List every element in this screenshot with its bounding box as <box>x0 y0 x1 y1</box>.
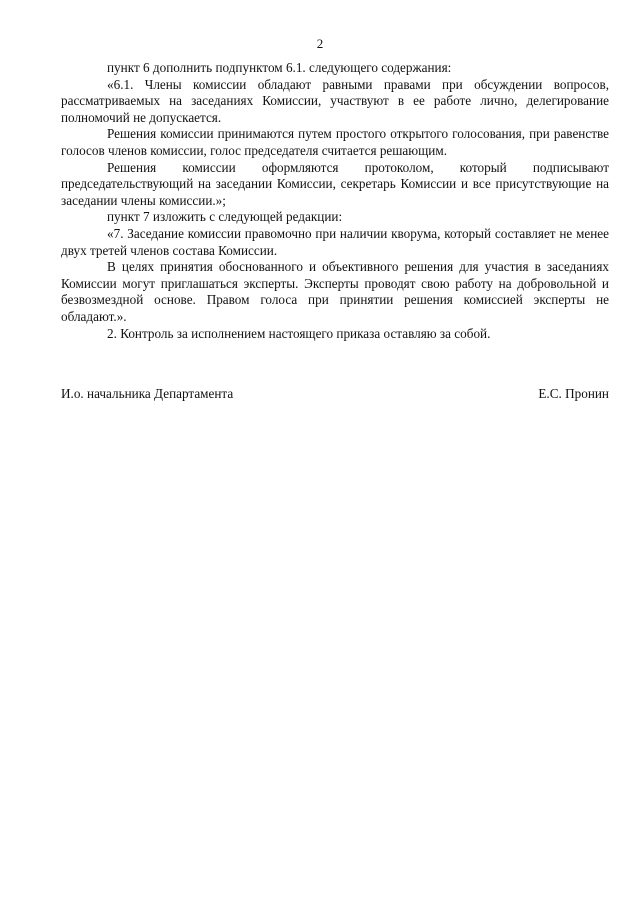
signatory-name: Е.С. Пронин <box>538 386 609 401</box>
paragraph-6-1-equal-rights: «6.1. Члены комиссии обладают равными правами при обсуждении вопросов, рассматриваемых на заседаниях Комиссии, участвуют в ее работе лично, делегирование полномочий не допускается. <box>61 76 609 125</box>
signatory-position: И.о. начальника Департамента <box>61 386 234 401</box>
page-number: 2 <box>316 36 324 51</box>
paragraph-voting-rules: Решения комиссии принимаются путем простого открытого голосования, при равенстве голосов членов комиссии, голос председателя считается решающим. <box>61 126 609 158</box>
paragraph-7-quorum: «7. Заседание комиссии правомочно при наличии кворума, который составляет не менее двух третей членов состава Комиссии. <box>61 225 609 258</box>
paragraph-amend-point-6: пункт 6 дополнить подпунктом 6.1. следующего содержания: <box>107 60 452 75</box>
signature-block <box>61 386 609 402</box>
paragraph-control: 2. Контроль за исполнением настоящего приказа оставляю за собой. <box>107 325 491 341</box>
paragraph-protocol: Решения комиссии оформляются протоколом, который подписывают председательствующий на заседании Комиссии, секретарь Комиссии и все присутствующие на заседании члены комиссии.»; <box>61 159 609 208</box>
document-body <box>61 60 609 342</box>
paragraph-amend-point-7: пункт 7 изложить с следующей редакции: <box>107 209 343 225</box>
paragraph-experts: В целях принятия обоснованного и объективного решения для участия в заседаниях Комиссии могут приглашаться эксперты. Эксперты проводят свою работу на добровольной и безвозмездной основе. Правом голоса при принятии решения комиссией эксперты не обладают.». <box>61 259 609 324</box>
